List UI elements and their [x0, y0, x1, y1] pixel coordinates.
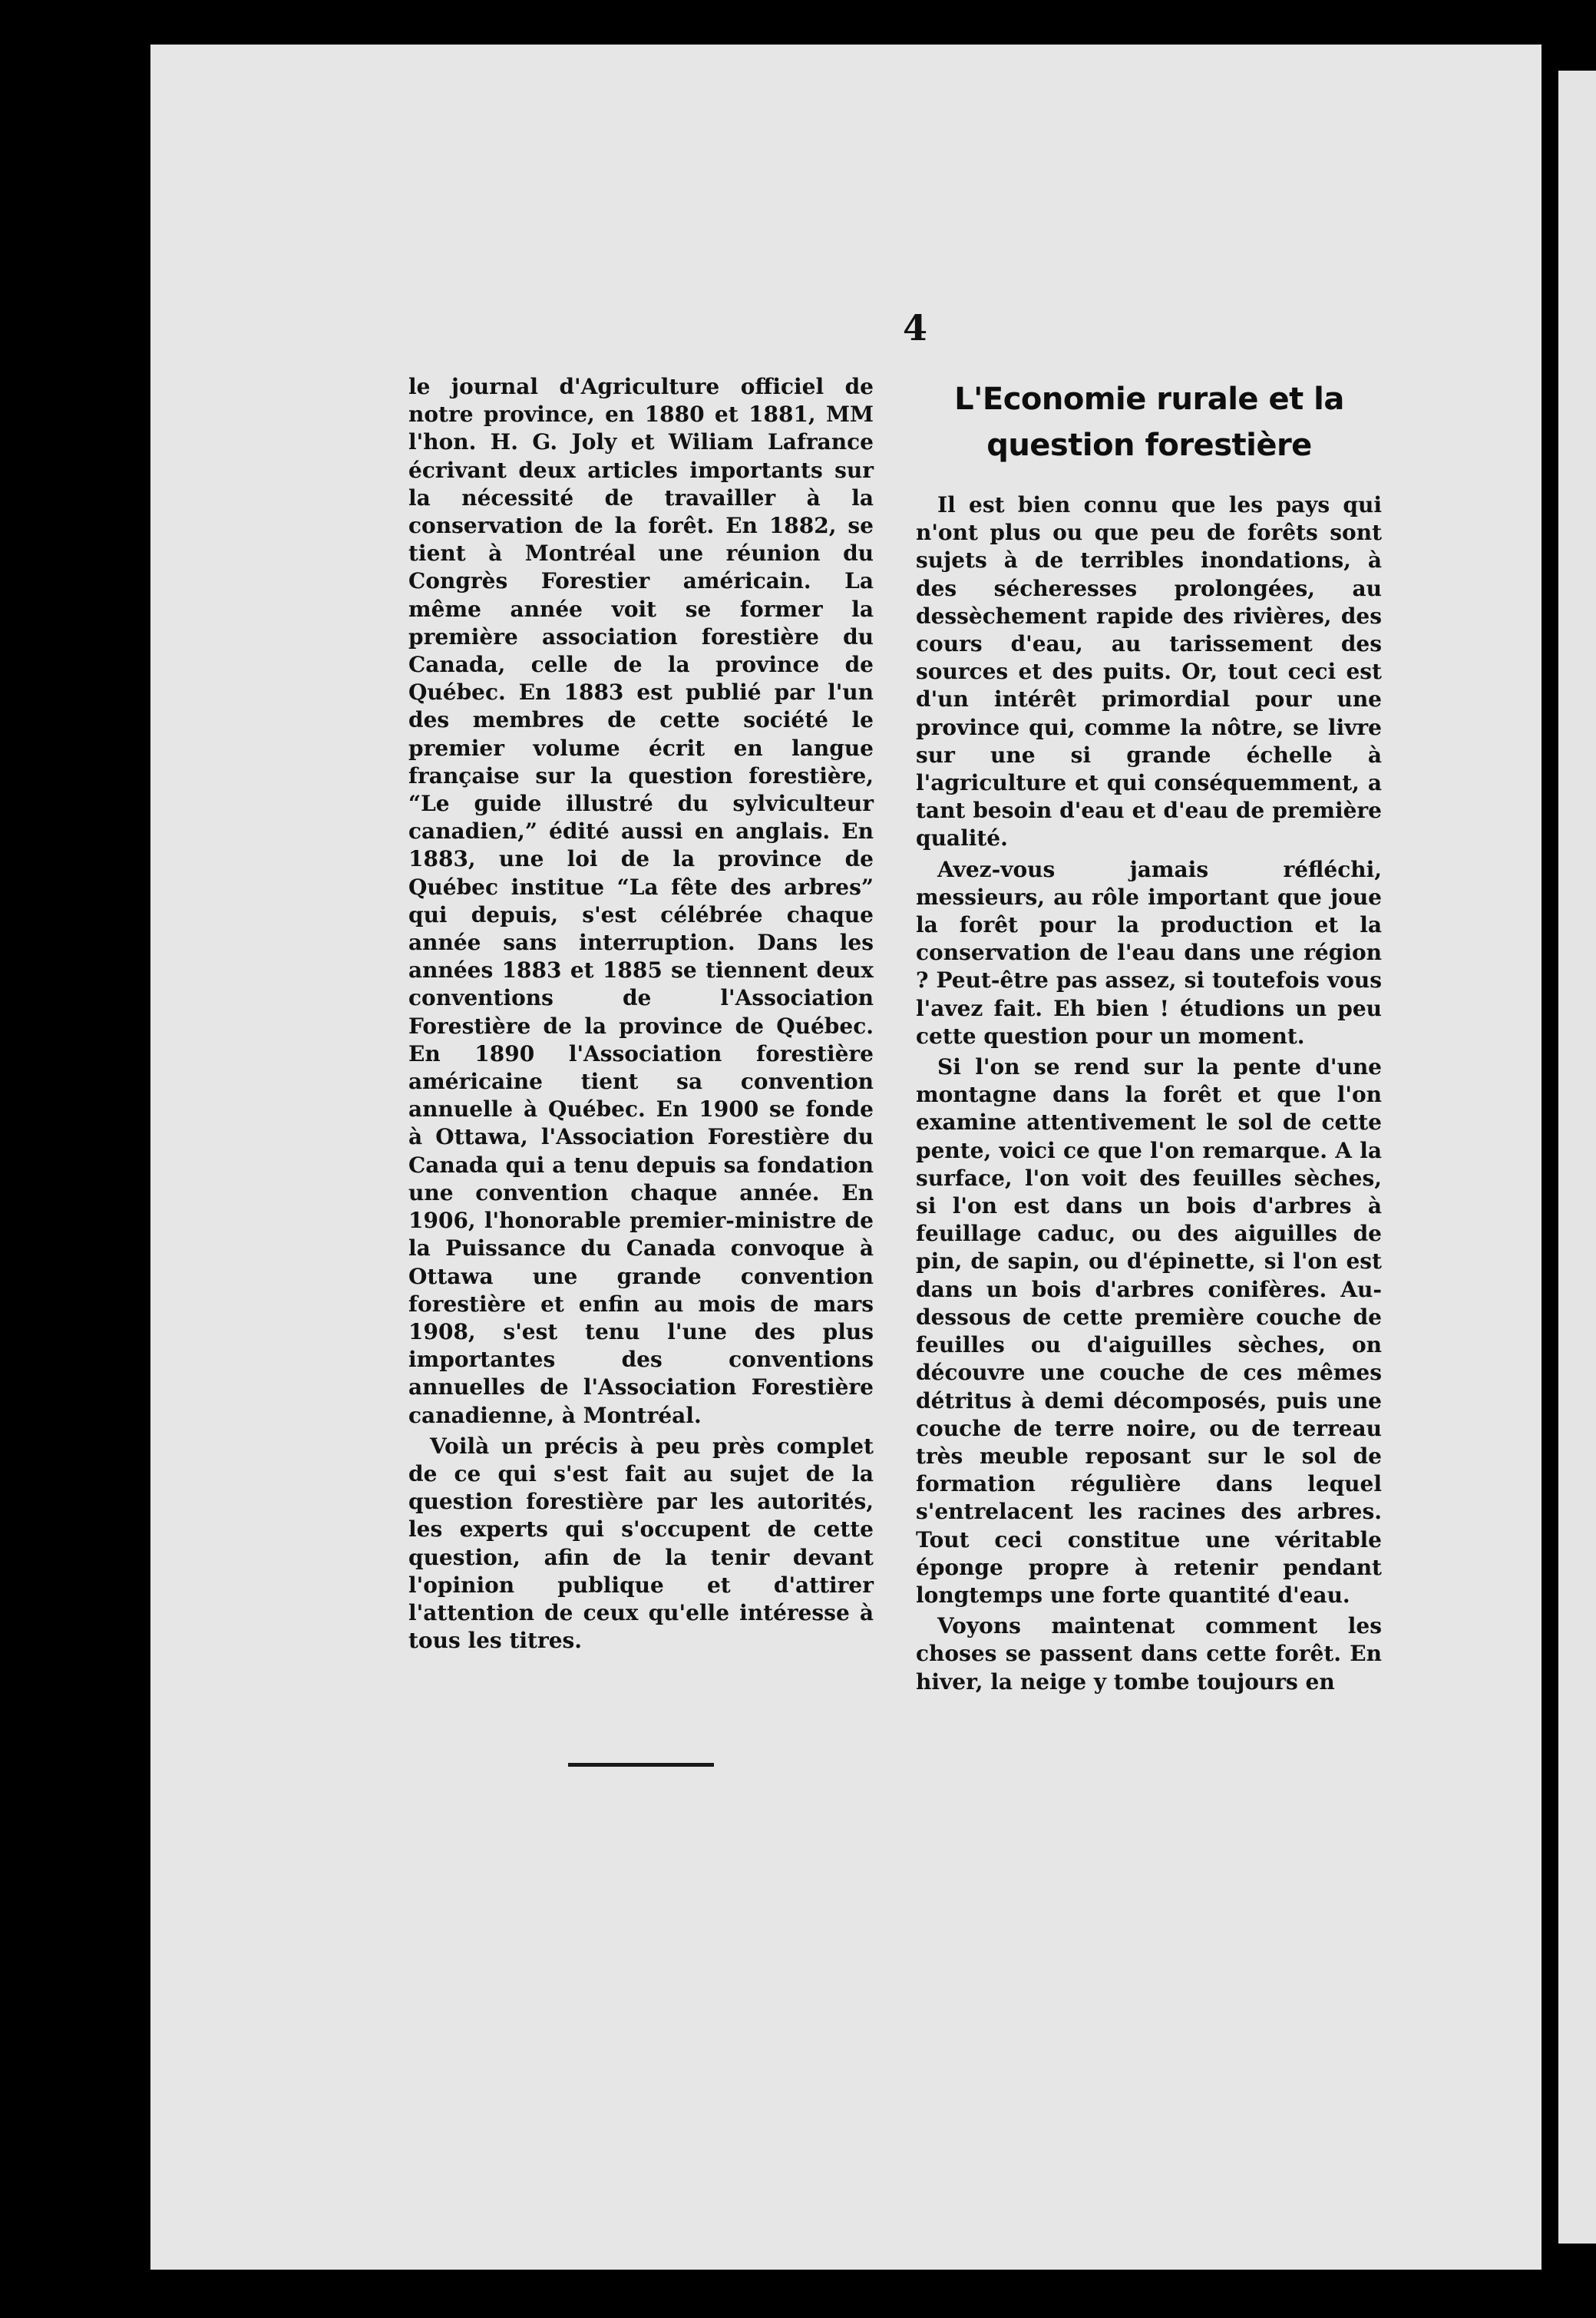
- section-divider-rule: [568, 1763, 714, 1767]
- right-paragraph-3: Si l'on se rend sur la pente d'une montagne dans la forêt et que l'on examine attentivement le sol de cette pente, voici ce que l'on remarque. A la surface, l'on voit des feuilles sèches, si l'on est dans un bois d'arbres à feuillage caduc, ou des aiguilles de pin, de sapin, ou d'épinette, si l'on est dans un bois d'arbres conifères. Au-dessous de cette première couche de feuilles ou d'aiguilles sèches, on découvre une couche de ces mêmes détritus à demi décomposés, puis une couche de terre noire, ou de terreau très meuble reposant sur le sol de formation régulière dans lequel s'entrelacent les racines des arbres. Tout ceci constitue une véritable éponge propre à retenir pendant longtemps une forte quantité d'eau.: [916, 1054, 1382, 1608]
- right-paragraph-1: Il est bien connu que les pays qui n'ont plus ou que peu de forêts sont sujets à de terribles inondations, à des sécheresses prolongées, au dessèchement rapide des rivières, des cours d'eau, au tarissement des sources et des puits. Or, tout ceci est d'un intérêt primordial pour une province qui, comme la nôtre, se livre sur une si grande échelle à l'agriculture et qui conséquemment, a tant besoin d'eau et d'eau de première qualité.: [916, 492, 1382, 851]
- right-paragraph-4: Voyons maintenat comment les choses se passent dans cette forêt. En hiver, la neige y tombe toujours en: [916, 1613, 1382, 1695]
- adjacent-page-edge: [1558, 71, 1596, 2244]
- right-paragraph-2: Avez-vous jamais réfléchi, messieurs, au rôle important que joue la forêt pour la production et la conservation de l'eau dans une région ? Peut-être pas assez, si toutefois vous l'avez fait. Eh bien ! étudions un peu cette question pour un moment.: [916, 856, 1382, 1049]
- right-column: [916, 491, 1382, 1696]
- article-heading: L'Economie rurale et la question forestière: [954, 382, 1344, 463]
- left-paragraph-2: Voilà un précis à peu près complet de ce qui s'est fait au sujet de la question forestière par les autorités, les experts qui s'occupent de cette question, afin de la tenir devant l'opinion publique et d'attirer l'attention de ceux qu'elle intéresse à tous les titres.: [408, 1433, 874, 1654]
- left-paragraph-1: le journal d'Agriculture officiel de notre province, en 1880 et 1881, MM l'hon. H. G. Joly et Wiliam Lafrance écrivant deux articles importants sur la nécessité de travailler à la conservation de la forêt. En 1882, se tient à Montréal une réunion du Congrès Forestier américain. La même année voit se former la première association forestière du Canada, celle de la province de Québec. En 1883 est publié par l'un des membres de cette société le premier volume écrit en langue française sur la question forestière, “Le guide illustré du sylviculteur canadien,” édité aussi en anglais. En 1883, une loi de la province de Québec institue “La fête des arbres” qui depuis, s'est célébrée chaque année sans interruption. Dans les années 1883 et 1885 se tiennent deux conventions de l'Association Forestière de la province de Québec. En 1890 l'Association forestière américaine tient sa convention annuelle à Québec. En 1900 se fonde à Ottawa, l'Association Forestière du Canada qui a tenu depuis sa fondation une convention chaque année. En 1906, l'honorable premier-ministre de la Puissance du Canada convoque à Ottawa une grande convention forestière et enfin au mois de mars 1908, s'est tenu l'une des plus importantes des conventions annuelles de l'Association Forestière canadienne, à Montréal.: [408, 374, 874, 1428]
- page-number: 4: [903, 307, 928, 349]
- left-column: [408, 373, 874, 1655]
